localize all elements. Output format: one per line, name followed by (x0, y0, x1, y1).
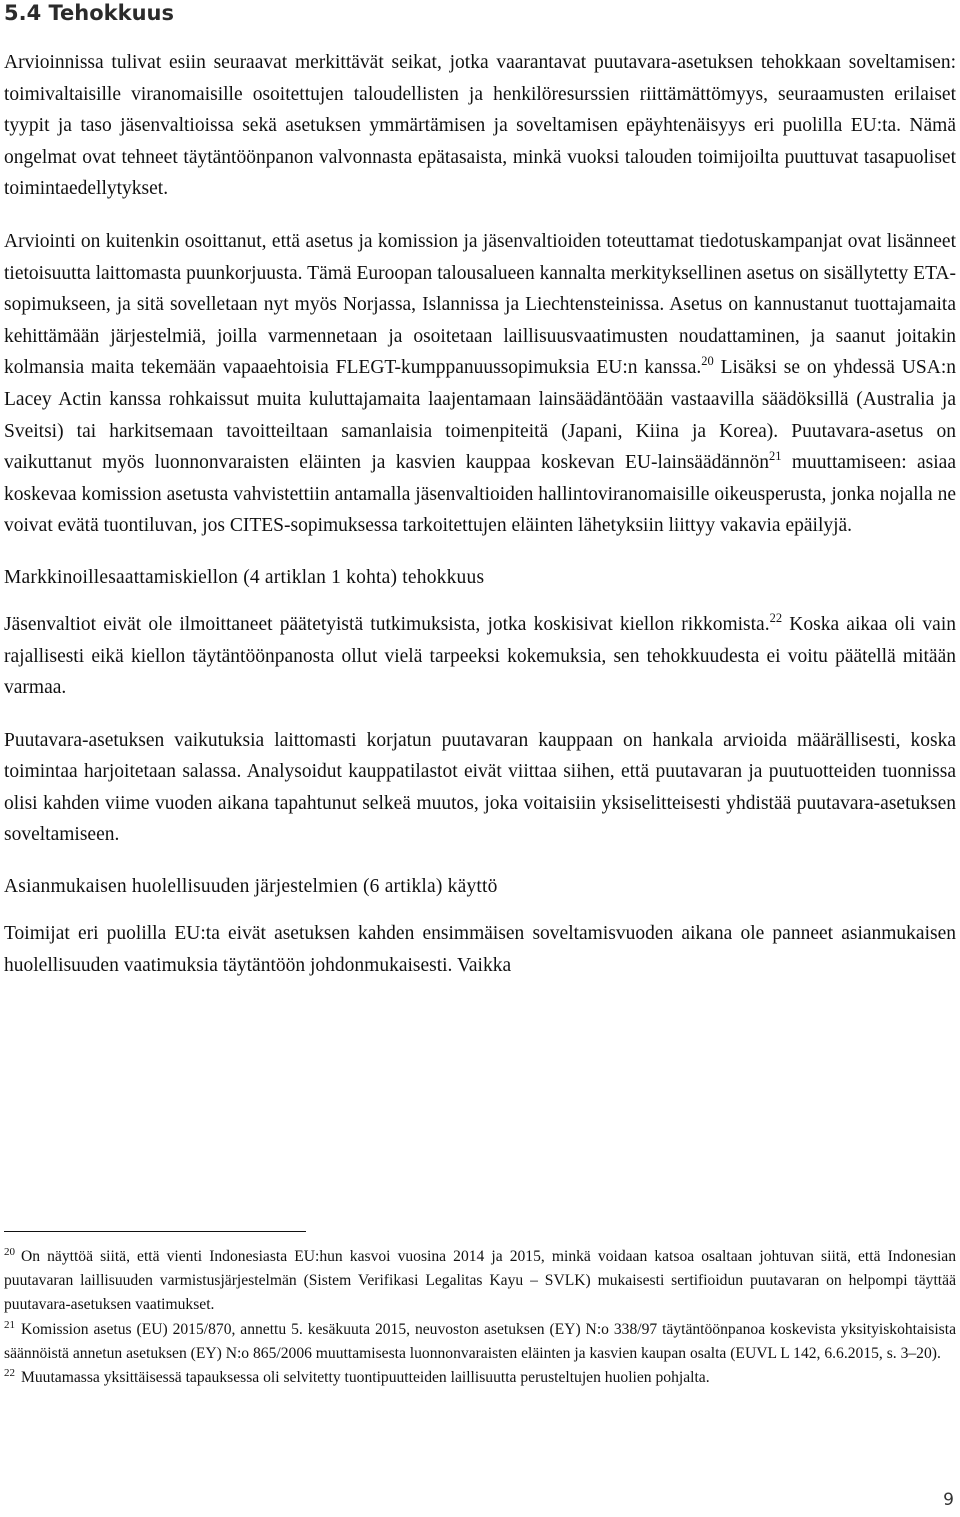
footnote-text: Muutamassa yksittäisessä tapauksessa oli selvitetty tuontipuutteiden laillisuutta perusteltujen huolien pohjalta. (21, 1369, 710, 1387)
paragraph-3-part-b: Koska aikaa oli vain rajallisesti eikä kiellon täytäntöönpanosta ollut vielä tarpeeksi kokemuksia, sen tehokkuudesta ei voitu päätellä mitään varmaa. (4, 613, 956, 699)
subheading-due-diligence: Asianmukaisen huolellisuuden järjestelmien (6 artikla) käyttö (4, 876, 498, 898)
section-heading: 5.4 Tehokkuus (4, 1, 174, 25)
footnote-ref-22[interactable]: 22 (769, 610, 783, 625)
footnote-number: 21 (4, 1318, 15, 1331)
paragraph-3 (4, 609, 956, 704)
paragraph-3-part-a: Jäsenvaltiot eivät ole ilmoittaneet päätetyistä tutkimuksista, jotka koskisivat kiellon rikkomista. (4, 613, 770, 635)
paragraph-2 (4, 226, 956, 542)
subheading-marketing-ban: Markkinoillesaattamiskiellon (4 artiklan 1 kohta) tehokkuus (4, 566, 485, 588)
paragraph-2-part-a: Arviointi on kuitenkin osoittanut, että asetus ja komission ja jäsenvaltioiden toteuttamat tiedotuskampanjat ovat lisänneet tietoisuutta laittomasta puunkorjuusta. Tämä Euroopan talousalueen kannalta merkityksellinen asetus on sisällytetty ETA-sopimukseen, ja sitä sovelletaan nyt myös Norjassa, Islannissa ja Liechtensteinissa. Asetus on kannustanut tuottajamaita kehittämään järjestelmiä, joilla varmennetaan ja osoitetaan laillisuusvaatimusten noudattaminen, ja saanut joitakin kolmansia maita tekemään vapaaehtoisia FLEGT-kumppanuussopimuksia EU:n kanssa. (4, 230, 956, 379)
page-number: 9 (943, 1490, 954, 1510)
footnote-number: 22 (4, 1367, 15, 1380)
footnote-number: 20 (4, 1246, 15, 1258)
paragraph-4: Puutavara-asetuksen vaikutuksia laittomasti korjatun puutavaran kauppaan on hankala arvioida määrällisesti, koska toimintaa harjoitetaan salassa. Analysoidut kauppatilastot eivät viittaa siihen, että puutavaran ja puutuotteiden tuonnissa olisi kahden viime vuoden aikana tapahtunut selkeä muutos, joka voitaisiin yksiselitteisesti yhdistää puutavara-asetuksen soveltamiseen. (4, 729, 956, 846)
footnote-21 (4, 1318, 956, 1366)
footnote-divider (4, 1231, 306, 1232)
paragraph-2-part-b: Lisäksi se on yhdessä USA:n Lacey Actin kanssa rohkaissut muita kuluttajamaita laajentamaan lainsäädäntöään vastaavilla säädöksillä (Australia ja Sveitsi) tai harkitsemaan tavoitteiltaan samanlaisia toimenpiteitä (Japani, Kiina ja Korea). Puutavara-asetus on vaikuttanut myös luonnonvaraisten eläinten ja kasvien kauppaa koskevan EU-lainsäädännön (4, 357, 956, 474)
footnote-text: On näyttöä siitä, että vienti Indonesiasta EU:hun kasvoi vuosina 2014 ja 2015, minkä voidaan katsoa osaltaan johtuvan siitä, että Indonesian puutavaran laillisuuden varmistusjärjestelmän (Sistem Verifikasi Legalitas Kayu – SVLK) mukaisesti sertifioidun puutavaran on helpompi täyttää puutavara-asetuksen vaatimukset. (4, 1248, 956, 1314)
footnote-22 (4, 1366, 956, 1390)
footnote-text: Komission asetus (EU) 2015/870, annettu 5. kesäkuuta 2015, neuvoston asetuksen (EY) N:o 338/97 täytäntöönpanoa koskevista yksityiskohtaisista säännöistä annetun asetuksen (EY) N:o 865/2006 muuttamisesta luonnonvaraisten eläinten ja kasvien kaupan osalta (EUVL L 142, 6.6.2015, s. 3–20). (4, 1320, 956, 1362)
footnote-20 (4, 1245, 956, 1318)
footnotes (4, 1245, 956, 1390)
footnote-ref-21[interactable]: 21 (769, 449, 782, 464)
footnote-ref-20[interactable]: 20 (701, 354, 714, 369)
paragraph-2-part-c: muuttamiseen: asiaa koskevaa komission asetusta vahvistettiin antamalla jäsenvaltioiden hallintoviranomaisille oikeusperusta, jonka nojalla ne voivat evätä tuontiluvan, jos CITES-sopimuksessa tarkoitettujen eläinten lähetyksiin liittyy vakavia epäilyjä. (4, 452, 956, 537)
paragraph-5: Toimijat eri puolilla EU:ta eivät asetuksen kahden ensimmäisen soveltamisvuoden aikana ole panneet asianmukaisen huolellisuuden vaatimuksia täytäntöön johdonmukaisesti. Vaikka (4, 923, 956, 976)
document-page (4, 0, 956, 981)
paragraph-1: Arvioinnissa tulivat esiin seuraavat merkittävät seikat, jotka vaarantavat puutavara-asetuksen tehokkaan soveltamisen: toimivaltaisille viranomaisille osoitettujen taloudellisten ja henkilöresurssien riittämättömyys, seuraamusten erilaiset tyypit ja taso jäsenvaltioissa sekä asetuksen ymmärtämisen ja soveltamisen epäyhtenäisyys eri puolilla EU:ta. Nämä ongelmat ovat tehneet täytäntöönpanon valvonnasta epätasaista, minkä vuoksi talouden toimijoilta puuttuvat tasapuoliset toimintaedellytykset. (4, 52, 956, 200)
